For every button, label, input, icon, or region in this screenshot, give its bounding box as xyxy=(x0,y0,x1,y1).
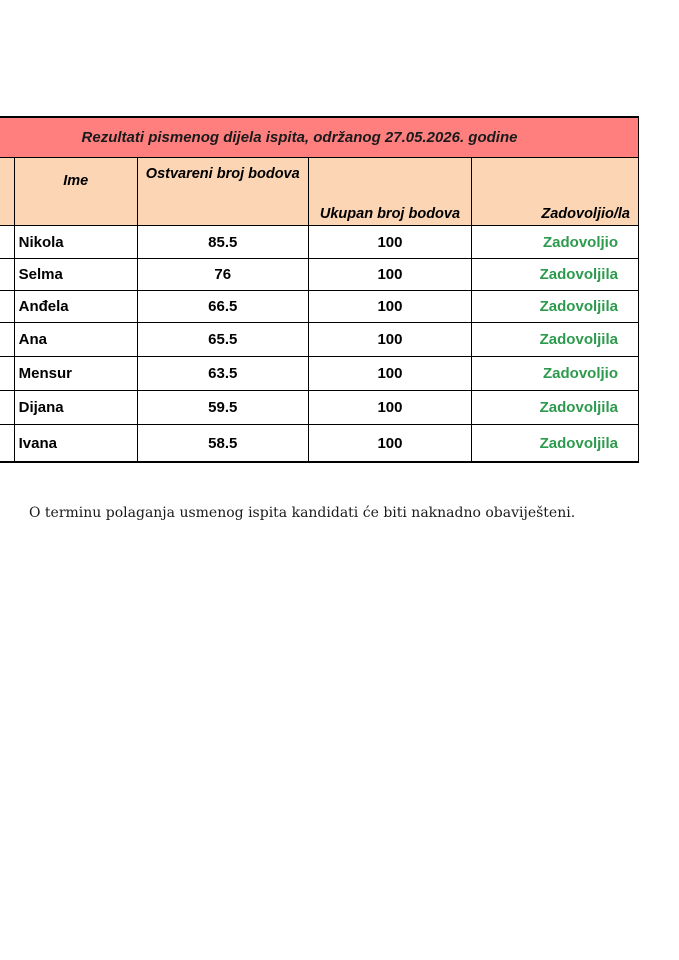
cell-status: Zadovoljila xyxy=(472,425,639,463)
header-row xyxy=(0,158,639,226)
row-index-cell xyxy=(0,323,14,357)
header-name: Ime xyxy=(14,158,137,226)
cell-score: 63.5 xyxy=(137,357,308,391)
title-row xyxy=(0,117,639,158)
cell-name: Ana xyxy=(14,323,137,357)
row-index-cell xyxy=(0,259,14,291)
cell-status: Zadovoljila xyxy=(472,391,639,425)
cell-status: Zadovoljila xyxy=(472,323,639,357)
row-index-cell xyxy=(0,226,14,259)
table-row xyxy=(0,323,639,357)
row-index-cell xyxy=(0,291,14,323)
cell-name: Mensur xyxy=(14,357,137,391)
cell-score: 58.5 xyxy=(137,425,308,463)
row-index-cell xyxy=(0,425,14,463)
cell-score: 59.5 xyxy=(137,391,308,425)
cell-status: Zadovoljila xyxy=(472,291,639,323)
header-status: Zadovoljio/la xyxy=(472,158,639,226)
table-row xyxy=(0,226,639,259)
cell-total: 100 xyxy=(308,291,472,323)
header-score: Ostvareni broj bodova xyxy=(137,158,308,226)
row-index-cell xyxy=(0,391,14,425)
cell-total: 100 xyxy=(308,259,472,291)
results-table xyxy=(0,116,639,463)
footer-note: O terminu polaganja usmenog ispita kandidati će biti naknadno obaviješteni. xyxy=(29,505,576,521)
table-title: Rezultati pismenog dijela ispita, održanog 27.05.2026. godine xyxy=(0,117,639,158)
cell-name: Ivana xyxy=(14,425,137,463)
cell-score: 65.5 xyxy=(137,323,308,357)
header-total: Ukupan broj bodova xyxy=(308,158,472,226)
cell-name: Nikola xyxy=(14,226,137,259)
cell-total: 100 xyxy=(308,425,472,463)
cell-score: 85.5 xyxy=(137,226,308,259)
table-row xyxy=(0,391,639,425)
table-row xyxy=(0,291,639,323)
cell-total: 100 xyxy=(308,357,472,391)
cell-total: 100 xyxy=(308,226,472,259)
cell-status: Zadovoljio xyxy=(472,357,639,391)
cell-name: Dijana xyxy=(14,391,137,425)
cell-total: 100 xyxy=(308,323,472,357)
cell-score: 76 xyxy=(137,259,308,291)
table-row xyxy=(0,357,639,391)
header-index xyxy=(0,158,14,226)
cell-status: Zadovoljila xyxy=(472,259,639,291)
cell-name: Selma xyxy=(14,259,137,291)
cell-status: Zadovoljio xyxy=(472,226,639,259)
cell-score: 66.5 xyxy=(137,291,308,323)
table-row xyxy=(0,425,639,463)
table-row xyxy=(0,259,639,291)
cell-name: Anđela xyxy=(14,291,137,323)
row-index-cell xyxy=(0,357,14,391)
cell-total: 100 xyxy=(308,391,472,425)
